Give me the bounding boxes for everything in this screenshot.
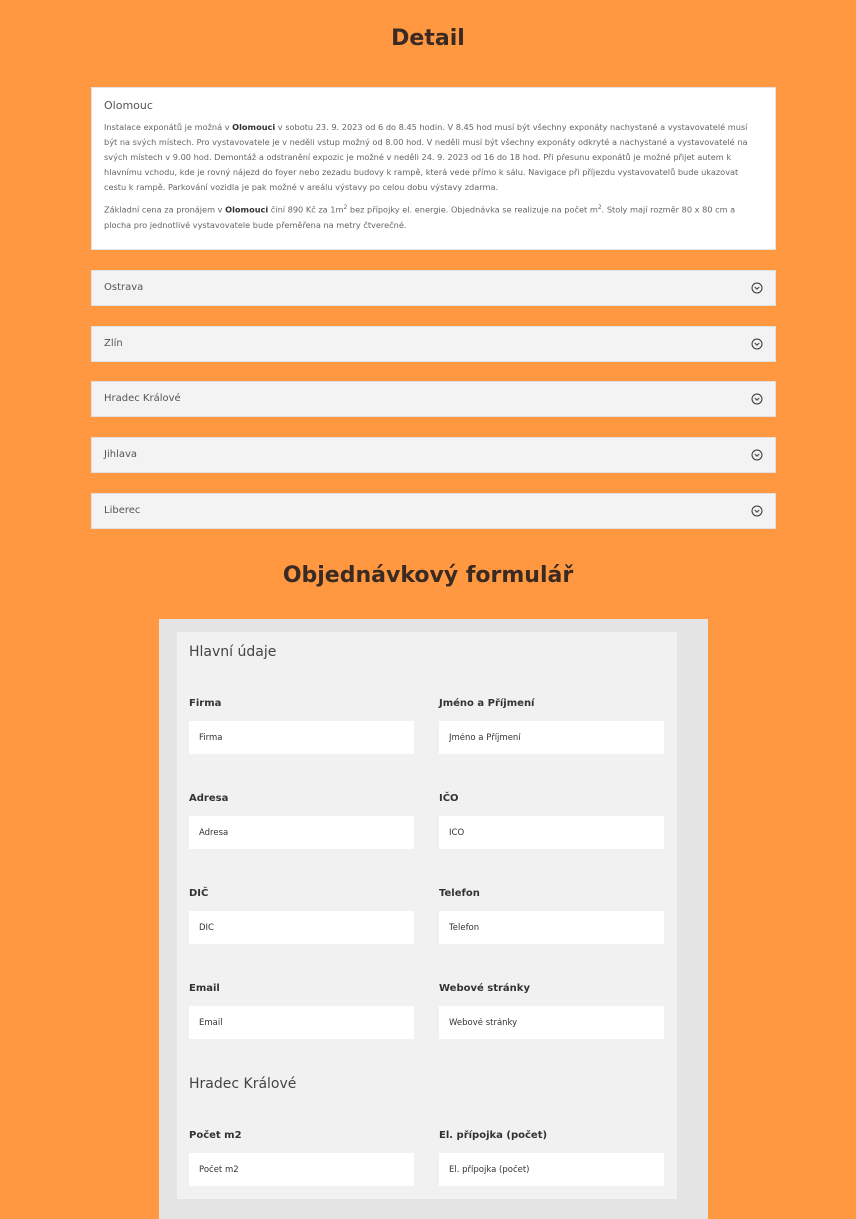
address-input[interactable] bbox=[189, 816, 414, 849]
label-ico: IČO bbox=[439, 793, 459, 804]
label-adresa: Adresa bbox=[189, 793, 229, 804]
detail-paragraph-1: Instalace exponátů je možná v Olomouci v sobotu 23. 9. 2023 od 6 do 8.45 hodin. V 8.45 hod musí být všechny exponáty nachystané a vystavovatelé musí být na svých místech. Pro vystavovatele je v neděli vstup možný od 8.00 hod. V neděli musí být všechny exponáty odkryté a nachystané a vystavovatelé na svých místech v 9.00 hod. Demontáž a odstranění expozic je možné v neděli 24. 9. 2023 od 16 do 18 hod. Při přesunu exponátů je možné přijet autem k hlavnímu vchodu, kde je rovný nájezd do foyer nebo zezadu budovy k rampě, která vede přímo k sálu. Navigace při příjezdu vystavovatelů bude ukazovat cestu k rampě. Parkování vozidla je pak možné v areálu výstavy po celou dobu výstavy zdarma. bbox=[104, 122, 748, 192]
label-firma: Firma bbox=[189, 698, 222, 709]
area-m2-input[interactable] bbox=[189, 1153, 414, 1186]
detail-paragraph-2: Základní cena za pronájem v Olomouci činí 890 Kč za $1m^2$ bez přípojky el. energie. Objednávka se realizuje na počet $m^2$. Stoly mají rozměr 80 x 80 cm a plocha pro jednotlivé vystavovatele bude přeměřena na metry čtverečné. bbox=[104, 204, 736, 230]
label-el-pripojka: El. přípojka (počet) bbox=[439, 1130, 548, 1141]
label-web: Webové stránky bbox=[439, 983, 530, 994]
accordion-label: Liberec bbox=[104, 505, 141, 516]
chevron-down-icon bbox=[751, 393, 763, 405]
label-telefon: Telefon bbox=[439, 888, 480, 899]
accordion-label: Ostrava bbox=[104, 282, 144, 293]
electric-outlet-input[interactable] bbox=[439, 1153, 664, 1186]
accordion-label: Hradec Králové bbox=[104, 393, 181, 404]
section-heading-city: Hradec Králové bbox=[189, 1076, 297, 1092]
section-heading-main: Hlavní údaje bbox=[189, 644, 277, 660]
accordion-item-jihlava[interactable] bbox=[91, 437, 776, 473]
chevron-down-icon bbox=[751, 505, 763, 517]
website-input[interactable] bbox=[439, 1006, 664, 1039]
label-jmeno: Jméno a Příjmení bbox=[439, 698, 535, 709]
accordion-item-ostrava[interactable] bbox=[91, 270, 776, 306]
firma-input[interactable] bbox=[189, 721, 414, 754]
chevron-down-icon bbox=[751, 449, 763, 461]
accordion-label: Zlín bbox=[104, 338, 123, 349]
accordion-label: Jihlava bbox=[104, 449, 138, 460]
accordion-item-zlin[interactable] bbox=[91, 326, 776, 362]
accordion-item-hradec-kralove[interactable] bbox=[91, 381, 776, 417]
detail-card-olomouc bbox=[91, 87, 776, 250]
detail-city: Olomouc bbox=[104, 99, 153, 112]
name-input[interactable] bbox=[439, 721, 664, 754]
detail-title: Detail bbox=[391, 26, 465, 51]
chevron-down-icon bbox=[751, 282, 763, 294]
form-title: Objednávkový formulář bbox=[282, 563, 574, 588]
dic-input[interactable] bbox=[189, 911, 414, 944]
phone-input[interactable] bbox=[439, 911, 664, 944]
email-input[interactable] bbox=[189, 1006, 414, 1039]
chevron-down-icon bbox=[751, 338, 763, 350]
label-dic: DIČ bbox=[189, 888, 209, 899]
label-email: Email bbox=[189, 983, 220, 994]
accordion-item-liberec[interactable] bbox=[91, 493, 776, 529]
label-pocet-m2: Počet m2 bbox=[189, 1130, 242, 1141]
ico-input[interactable] bbox=[439, 816, 664, 849]
